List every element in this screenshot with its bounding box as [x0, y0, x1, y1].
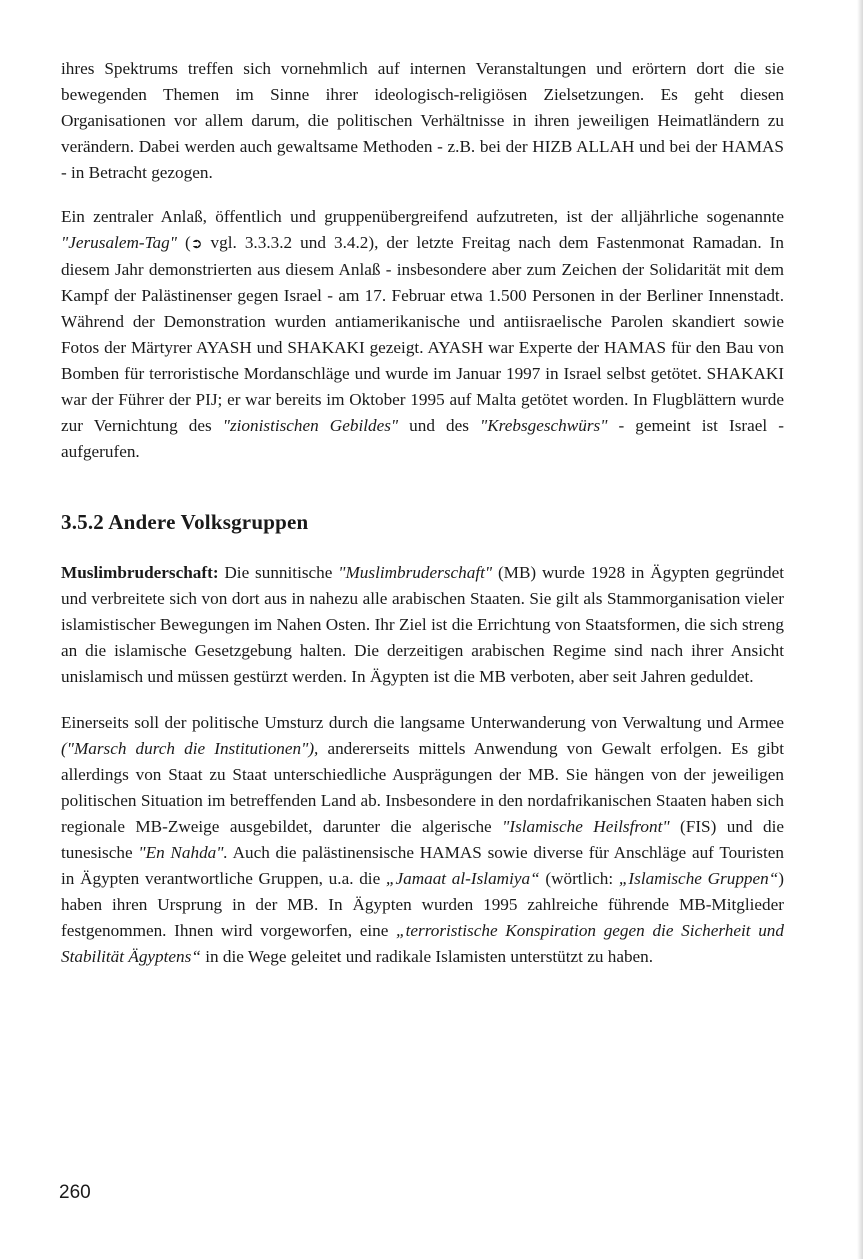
emphasis-heilsfront: "Islamische Heilsfront" — [502, 817, 670, 836]
paragraph-jerusalem-tag: Ein zentraler Anlaß, öffentlich und gruppenübergreifend aufzutreten, ist der alljährliche sogenannte "Jerusalem-Tag" (➲ vgl. 3.3.3.2 und 3.4.2), der letzte Freitag nach dem Fastenmonat Ramadan. In diesem Jahr demonstrierten aus diesem Anlaß - insbesondere aber zum Zeichen der Solidarität mit dem Kampf der Palästinenser gegen Israel - am 17. Februar etwa 1.500 Personen in der Berliner Innenstadt. Während der Demonstration wurden antiamerikanische und antiisraelische Parolen skandiert sowie Fotos der Märtyrer AYASH und SHAKAKI gezeigt. AYASH war Experte der HAMAS für den Bau von Bomben für terroristische Mordanschläge und wurde im Januar 1997 in Israel selbst getötet. SHAKAKI war der Führer der PIJ; er war bereits im Oktober 1995 auf Malta getötet worden. In Flugblättern wurde zur Vernichtung des "zionistischen Gebildes" und des "Krebsgeschwürs" - gemeint ist Israel - aufgerufen. — [61, 207, 784, 461]
paragraph-umsturz: Einerseits soll der politische Umsturz durch die langsame Unterwanderung von Verwaltung und Armee ("Marsch durch die Institutionen"), andererseits mittels Anwendung von Gewalt erfolgen. Es gibt allerdings von Staat zu Staat unterschiedliche Ausprägungen der MB. Sie hängen von der jeweiligen politischen Situation im betreffenden Land ab. Insbesondere in den nordafrikanischen Staaten haben sich regionale MB-Zweige ausgebildet, darunter die algerische "Islamische Heilsfront" (FIS) und die tunesische "En Nahda". Auch die palästinensische HAMAS sowie diverse für Anschläge auf Touristen in Ägypten verantwortliche Gruppen, u.a. die „Jamaat al-Islamiya“ (wörtlich: „Islamische Gruppen“) haben ihren Ursprung in der MB. In Ägypten wurden 1995 zahlreiche führende MB-Mitglieder festgenommen. Ihnen wird vorgeworfen, eine „terroristische Konspiration gegen die Sicherheit und Stabilität Ägyptens“ in die Wege geleitet und radikale Islamisten unterstützt zu haben. — [61, 713, 785, 966]
cross-reference-arrow-icon: ➲ — [190, 236, 203, 252]
emphasis-jamaat: „Jamaat al-Islamiya“ — [385, 869, 540, 888]
emphasis-konspiration: „terroristische Konspiration gegen die Sicherheit und Stabilität Ägyptens“ — [61, 921, 784, 966]
emphasis-en-nahda: "En Nahda". — [138, 843, 228, 862]
section-heading: 3.5.2 Andere Volksgruppen — [61, 510, 309, 534]
emphasis-jerusalem-tag: "Jerusalem-Tag" — [61, 233, 177, 252]
document-page — [61, 56, 784, 970]
emphasis-islamische-gruppen: „Islamische Gruppen“ — [618, 869, 779, 888]
emphasis-marsch-institutionen: ("Marsch durch die Institutionen"), — [61, 739, 319, 758]
emphasis-muslimbruderschaft: "Muslimbruderschaft" — [338, 563, 493, 582]
paragraph-muslimbruderschaft: Muslimbruderschaft: Die sunnitische "Muslimbruderschaft" (MB) wurde 1928 in Ägypten gegründet und verbreitete sich von dort aus in nahezu alle arabischen Staaten. Sie gilt als Stammorganisation vieler islamistischer Bewegungen im Nahen Osten. Ihr Ziel ist die Errichtung von Staatsformen, die sich streng an die islamische Gesetzgebung halten. Die derzeitigen arabischen Regime sind nach ihrer Ansicht unislamisch und müssen gestürzt werden. In Ägypten ist die MB verboten, aber seit Jahren geduldet. — [61, 563, 784, 686]
page-number: 260 — [59, 1182, 91, 1203]
paragraph-label: Muslimbruderschaft: — [61, 563, 219, 582]
emphasis-zionistischen-gebildes: "zionistischen Gebildes" — [222, 416, 399, 435]
page-edge-shadow — [857, 0, 863, 1259]
paragraph-intro: ihres Spektrums treffen sich vornehmlich auf internen Veranstaltungen und erörtern dort die sie bewegenden Themen im Sinne ihrer ideologisch-religiösen Zielsetzungen. Es geht diesen Organisationen vor allem darum, die politischen Verhältnisse in ihren jeweiligen Heimatländern zu verändern. Dabei werden auch gewaltsame Methoden - z.B. bei der HIZB ALLAH und bei der HAMAS - in Betracht gezogen. — [61, 59, 784, 182]
emphasis-krebsgeschwuers: "Krebsgeschwürs" — [480, 416, 608, 435]
